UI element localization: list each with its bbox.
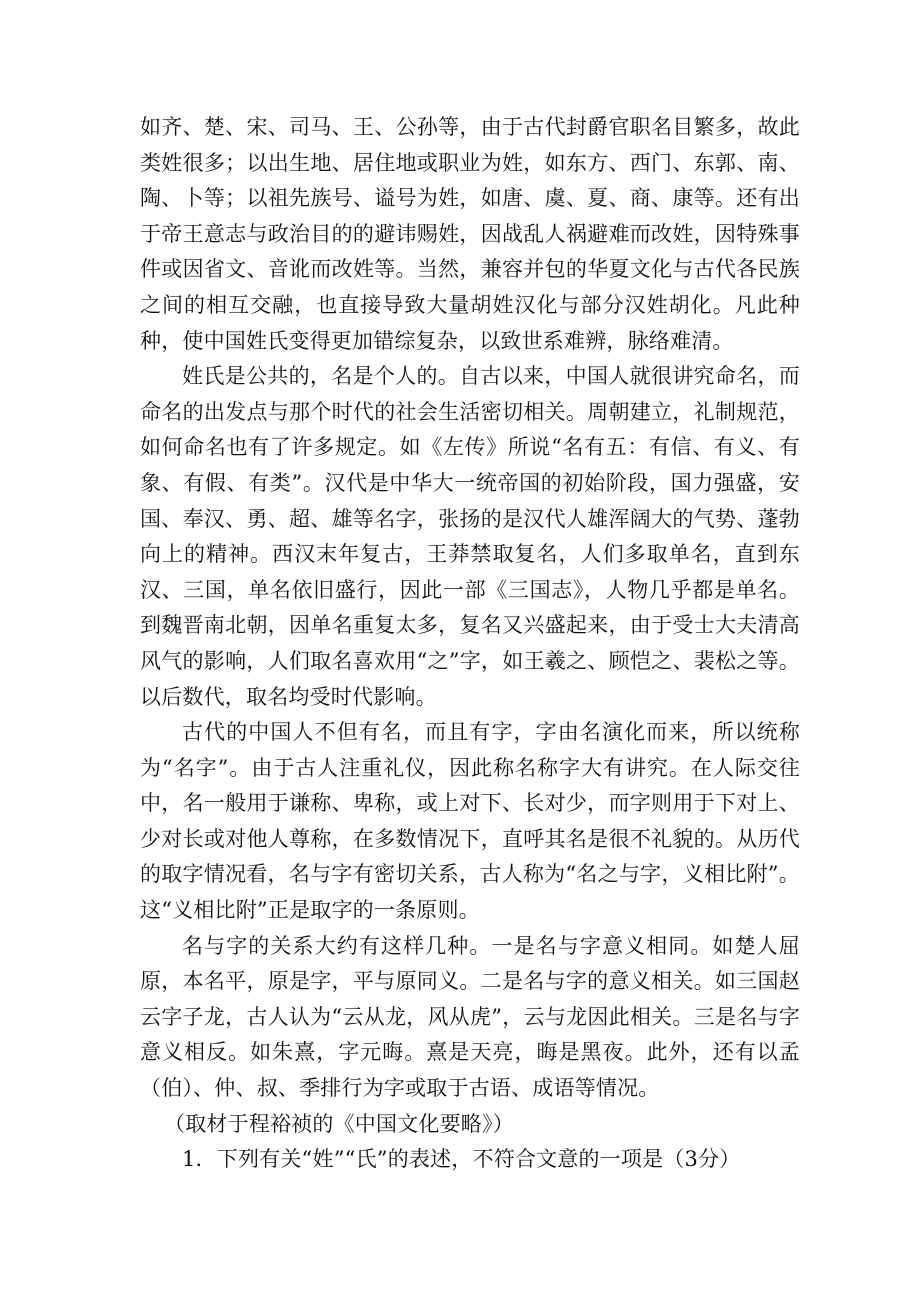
paragraph-surname-origins: 如齐、楚、宋、司马、王、公孙等，由于古代封爵官职名目繁多，故此类姓很多；以出生地、居住地或职业为姓，如东方、西门、东郭、南、陶、卜等；以祖先族号、谥号为姓，如唐、虞、夏、商、康等。还有出于帝王意志与政治目的的避讳赐姓，因战乱人祸避难而改姓，因特殊事件或因省文、音讹而改姓等。当然，兼容并包的华夏文化与古代各民族之间的相互交融，也直接导致大量胡姓汉化与部分汉姓胡化。凡此种种，使中国姓氏变得更加错综复杂，以致世系难辨，脉络难清。 <box>140 115 800 353</box>
article-body <box>140 110 800 1178</box>
question-1: 1．下列有关“姓”“氏”的表述，不符合文意的一项是（3分） <box>182 1147 741 1172</box>
paragraph-courtesy-names: 古代的中国人不但有名，而且有字，字由名演化而来，所以统称为“名字”。由于古人注重礼仪，因此称名称字大有讲究。在人际交往中，名一般用于谦称、卑称，或上对下、长对少，而字则用于下对上、少对长或对他人尊称，在多数情况下，直呼其名是很不礼貌的。从历代的取字情况看，名与字有密切关系，古人称为“名之与字，义相比附”。这“义相比附”正是取字的一条原则。 <box>140 720 800 923</box>
paragraph-name-zi-relations: 名与字的关系大约有这样几种。一是名与字意义相同。如楚人屈原，本名平，原是字，平与原同义。二是名与字的意义相关。如三国赵云字子龙，古人认为“云从龙，风从虎”，云与龙因此相关。三是名与字意义相反。如朱熹，字元晦。熹是天亮，晦是黑夜。此外，还有以孟（伯）、仲、叔、季排行为字或取于古语、成语等情况。 <box>140 933 800 1101</box>
paragraph-naming-customs: 姓氏是公共的，名是个人的。自古以来，中国人就很讲究命名，而命名的出发点与那个时代的社会生活密切相关。周朝建立，礼制规范，如何命名也有了许多规定。如《左传》所说“名有五：有信、有义、有象、有假、有类”。汉代是中华大一统帝国的初始阶段，国力强盛，安国、奉汉、勇、超、雄等名字，张扬的是汉代人雄浑阔大的气势、蓬勃向上的精神。西汉末年复古，王莽禁取复名，人们多取单名，直到东汉、三国，单名依旧盛行，因此一部《三国志》，人物几乎都是单名。到魏晋南北朝，因单名重复太多，复名又兴盛起来，由于受士大夫清高风气的影响，人们取名喜欢用“之”字，如王羲之、顾恺之、裴松之等。以后数代，取名均受时代影响。 <box>140 364 800 709</box>
source-citation: （取材于程裕祯的《中国文化要略》） <box>164 1111 514 1136</box>
